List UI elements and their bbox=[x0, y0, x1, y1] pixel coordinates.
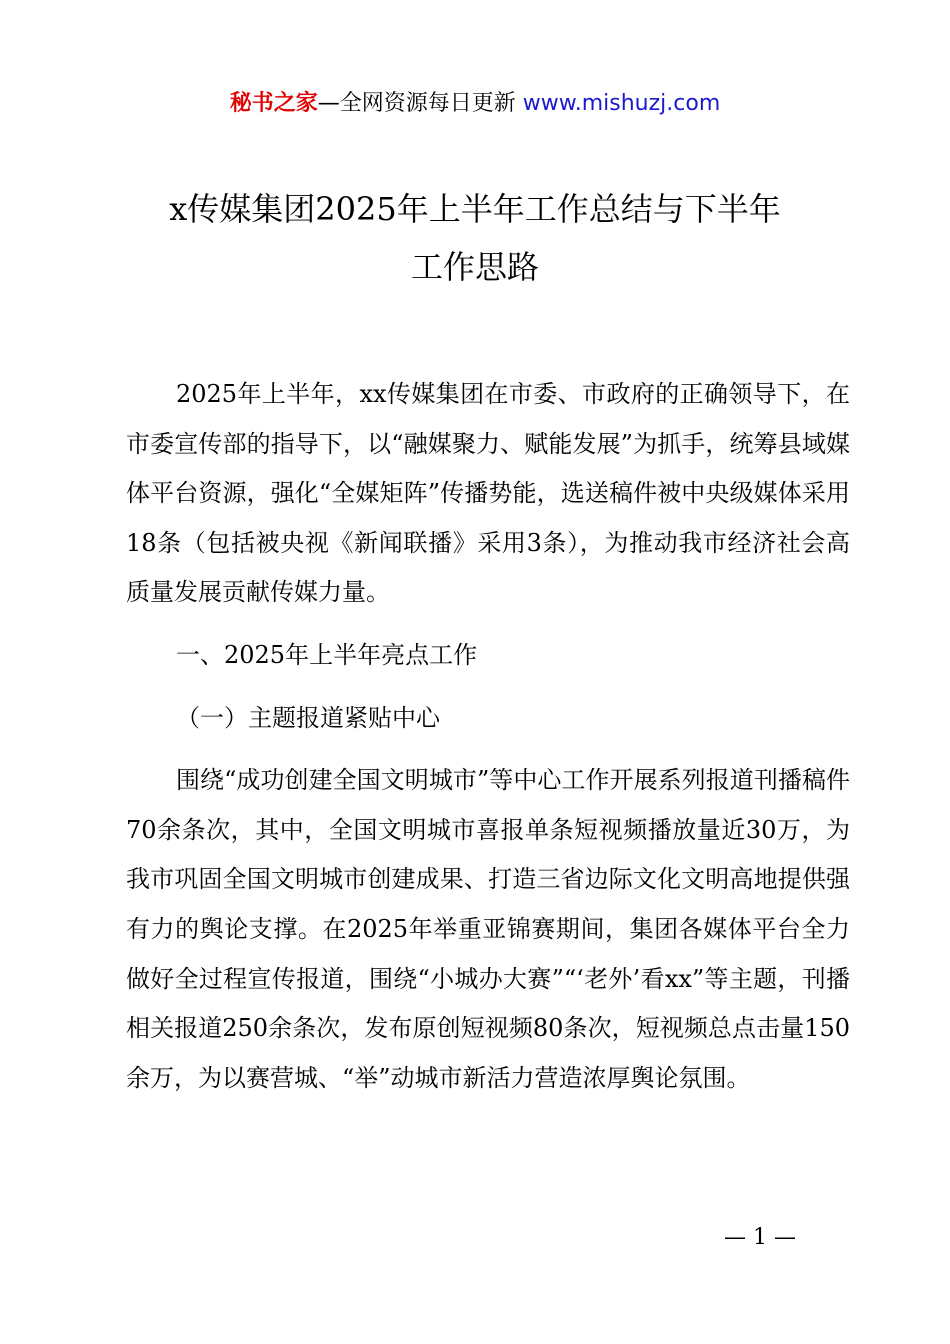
title-line-2: 工作思路 bbox=[410, 248, 539, 286]
section-heading: 一、2025年上半年亮点工作 bbox=[176, 640, 478, 669]
page-number: — 1 — bbox=[724, 1225, 796, 1250]
document-body bbox=[126, 370, 850, 1103]
site-banner bbox=[0, 88, 950, 120]
intro-paragraph: 2025年上半年，xx传媒集团在市委、市政府的正确领导下，在市委宣传部的指导下，以“融媒聚力、赋能发展”为抓手，统筹县域媒体平台资源，强化“全媒矩阵”传播势能，选送稿件被中央级媒体采用18条（包括被央视《新闻联播》采用3条），为推动我市经济社会高质量发展贡献传媒力量。 bbox=[126, 380, 850, 607]
title-line-1: x传媒集团2025年上半年工作总结与下半年 bbox=[169, 190, 781, 228]
subsection-paragraph: 围绕“成功创建全国文明城市”等中心工作开展系列报道刊播稿件70余条次，其中，全国文明城市喜报单条短视频播放量近30万，为我市巩固全国文明城市创建成果、打造三省边际文化文明高地提供强有力的舆论支撑。在2025年举重亚锦赛期间，集团各媒体平台全力做好全过程宣传报道，围绕“小城办大赛”“‘老外’看xx”等主题，刊播相关报道250余条次，发布原创短视频80条次，短视频总点击量150余万，为以赛营城、“举”动城市新活力营造浓厚舆论氛围。 bbox=[126, 766, 850, 1092]
site-brand: 秘书之家 bbox=[229, 91, 318, 116]
subsection-heading: （一）主题报道紧贴中心 bbox=[176, 703, 440, 732]
document-title bbox=[60, 180, 890, 296]
site-tagline: —全网资源每日更新 bbox=[317, 91, 523, 116]
site-url-link[interactable]: www.mishuzj.com bbox=[522, 91, 721, 116]
